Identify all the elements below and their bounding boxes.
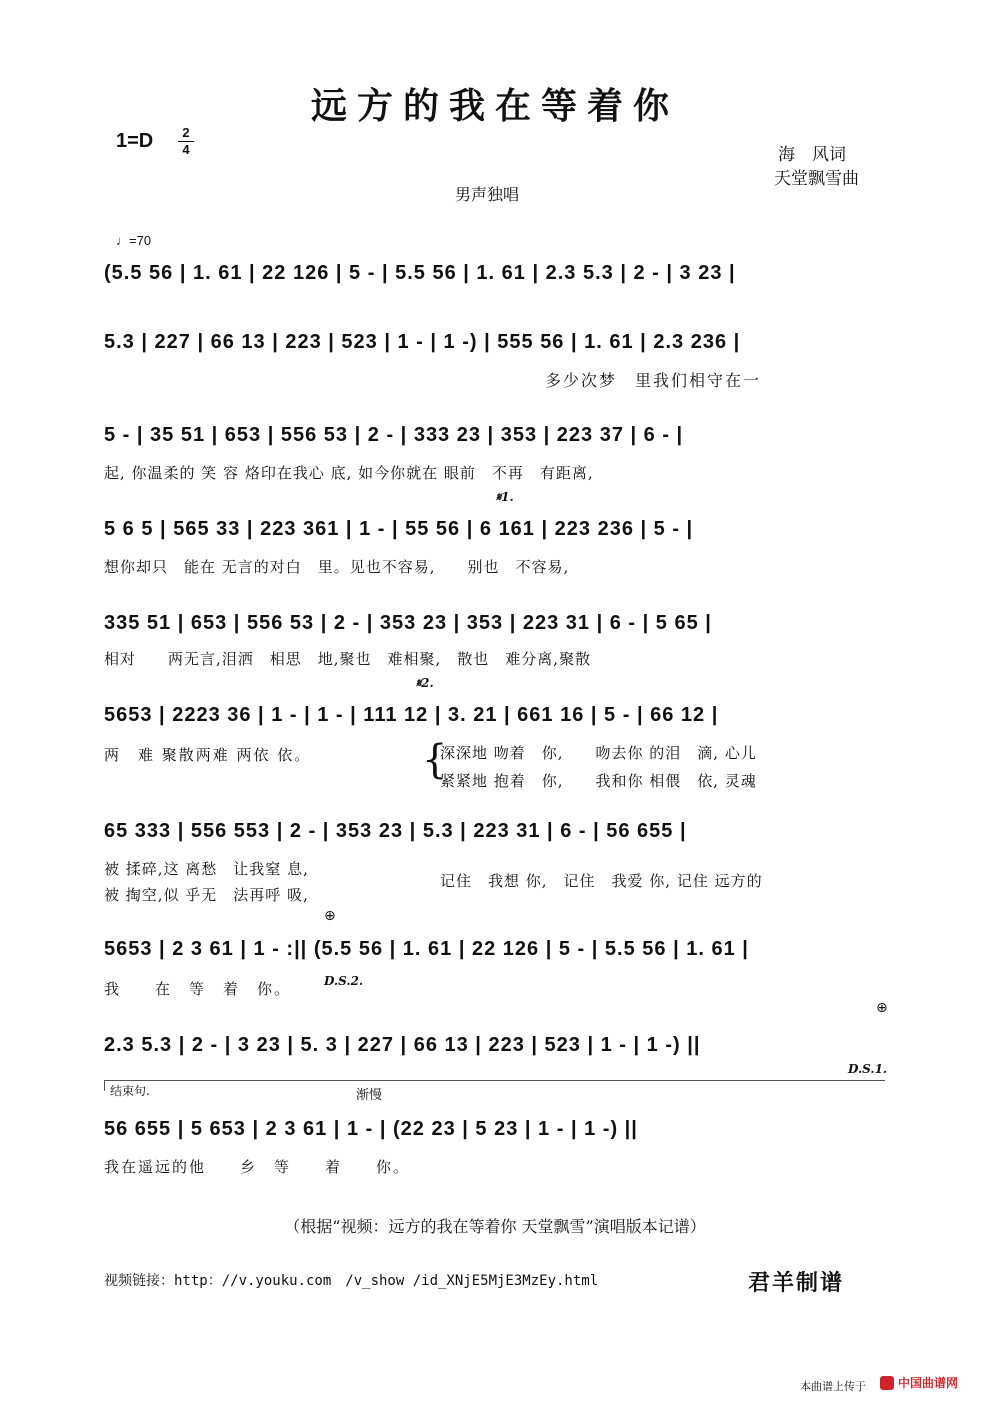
video-link[interactable]: 视频链接：http：//v.youku.com /v_show /id_XNjE5MjE3MzEy.html <box>104 1273 599 1289</box>
lyric-line-3: 起, 你温柔的 笑 容 烙印在我心 底, 如今你就在 眼前 不再 有距离, <box>104 464 594 482</box>
staff-line-5: 335 51 | 653 | 556 53 | 2 - | 353 23 | 353 | 223 31 | 6 - | 5 65 | <box>104 612 712 634</box>
staff-line-10: 56 655 | 5 653 | 2 3 61 | 1 - | (22 23 | 5 23 | 1 - | 1 -) || <box>104 1118 638 1140</box>
lyric-line-7b: 被 掏空,似 乎无 法再呼 吸, <box>104 886 309 904</box>
staff-line-4: 5 6 5 | 565 33 | 223 361 | 1 - | 55 56 | 6 161 | 223 236 | 5 - | <box>104 518 694 540</box>
coda-mark-1: ⊕ <box>324 908 336 924</box>
chorus-lyric: 记住 我想 你, 记住 我爱 你, 记住 远方的 <box>440 872 763 890</box>
coda-mark-2: ⊕ <box>876 1000 888 1016</box>
lyric-line-6: 两 难 聚散两难 两依 依。 <box>104 746 312 764</box>
verse-brace: { <box>422 737 448 783</box>
composer-credit: 天堂飘雪曲 <box>774 169 859 189</box>
site-logo-icon <box>880 1376 894 1390</box>
staff-line-8: 5653 | 2 3 61 | 1 - :|| (5.5 56 | 1. 61 | 22 126 | 5 - | 5.5 56 | 1. 61 | <box>104 938 749 960</box>
transcriber-signature: 君羊制谱 <box>748 1270 845 1296</box>
lyric-line-7: 被 揉碎,这 离愁 让我窒 息, <box>104 860 309 878</box>
lyricist-credit: 海 风词 <box>778 145 846 165</box>
staff-line-7: 65 333 | 556 553 | 2 - | 353 23 | 5.3 | 223 31 | 6 - | 56 655 | <box>104 820 687 842</box>
time-signature-top: 2 <box>182 125 190 140</box>
verse-1-lyric: 深深地 吻着 你, 吻去你 的泪 滴, 心儿 <box>440 744 757 762</box>
time-signature <box>178 126 194 157</box>
staff-line-9: 2.3 5.3 | 2 - | 3 23 | 5. 3 | 227 | 66 13 | 223 | 523 | 1 - | 1 -) || <box>104 1034 701 1056</box>
site-name: 中国曲谱网 <box>898 1376 959 1390</box>
lyric-line-4: 想你却只 能在 无言的对白 里。见也不容易, 别也 不容易, <box>104 558 570 576</box>
staff-line-6: 5653 | 2223 36 | 1 - | 1 - | 111 12 | 3. 21 | 661 16 | 5 - | 66 12 | <box>104 704 719 726</box>
score-title: 远方的我在等着你 <box>310 85 679 127</box>
ds2-mark: D.S.2. <box>324 974 364 988</box>
lyric-line-2: 多少次梦 里我们相守在一 <box>545 371 762 390</box>
site-logo[interactable] <box>880 1374 958 1391</box>
key-signature: 1=D <box>116 130 154 152</box>
source-note: （根据“视频：远方的我在等着你 天堂飘雪”演唱版本记谱） <box>284 1217 706 1236</box>
ds1-mark: D.S.1. <box>848 1062 888 1076</box>
verse-2-lyric: 紧紧地 抱着 你, 我和你 相偎 依, 灵魂 <box>440 772 757 790</box>
segno-1-mark: 𝄋1. <box>496 490 514 504</box>
ending-bracket <box>104 1080 885 1091</box>
tempo-marking: ♩=70 <box>116 233 152 248</box>
slowing-mark: 渐慢 <box>356 1088 383 1103</box>
segno-2-mark: 𝄋2. <box>416 676 434 690</box>
lyric-line-8: 我 在 等 着 你。 <box>104 980 292 998</box>
staff-line-1: (5.5 56 | 1. 61 | 22 126 | 5 - | 5.5 56 | 1. 61 | 2.3 5.3 | 2 - | 3 23 | <box>104 262 736 284</box>
lyric-line-5: 相对 两无言,泪洒 相思 地,聚也 难相聚, 散也 难分离,聚散 <box>104 650 592 668</box>
staff-line-3: 5 - | 35 51 | 653 | 556 53 | 2 - | 333 23 | 353 | 223 37 | 6 - | <box>104 424 684 446</box>
lyric-line-10: 我在遥远的他 乡 等 着 你。 <box>104 1158 411 1176</box>
performance-type: 男声独唱 <box>455 185 520 204</box>
ending-label: 结束句. <box>110 1084 150 1098</box>
upload-note: 本曲谱上传于 <box>800 1381 866 1393</box>
staff-line-2: 5.3 | 227 | 66 13 | 223 | 523 | 1 - | 1 -) | 555 56 | 1. 61 | 2.3 236 | <box>104 331 741 353</box>
time-signature-bottom: 4 <box>182 142 190 157</box>
